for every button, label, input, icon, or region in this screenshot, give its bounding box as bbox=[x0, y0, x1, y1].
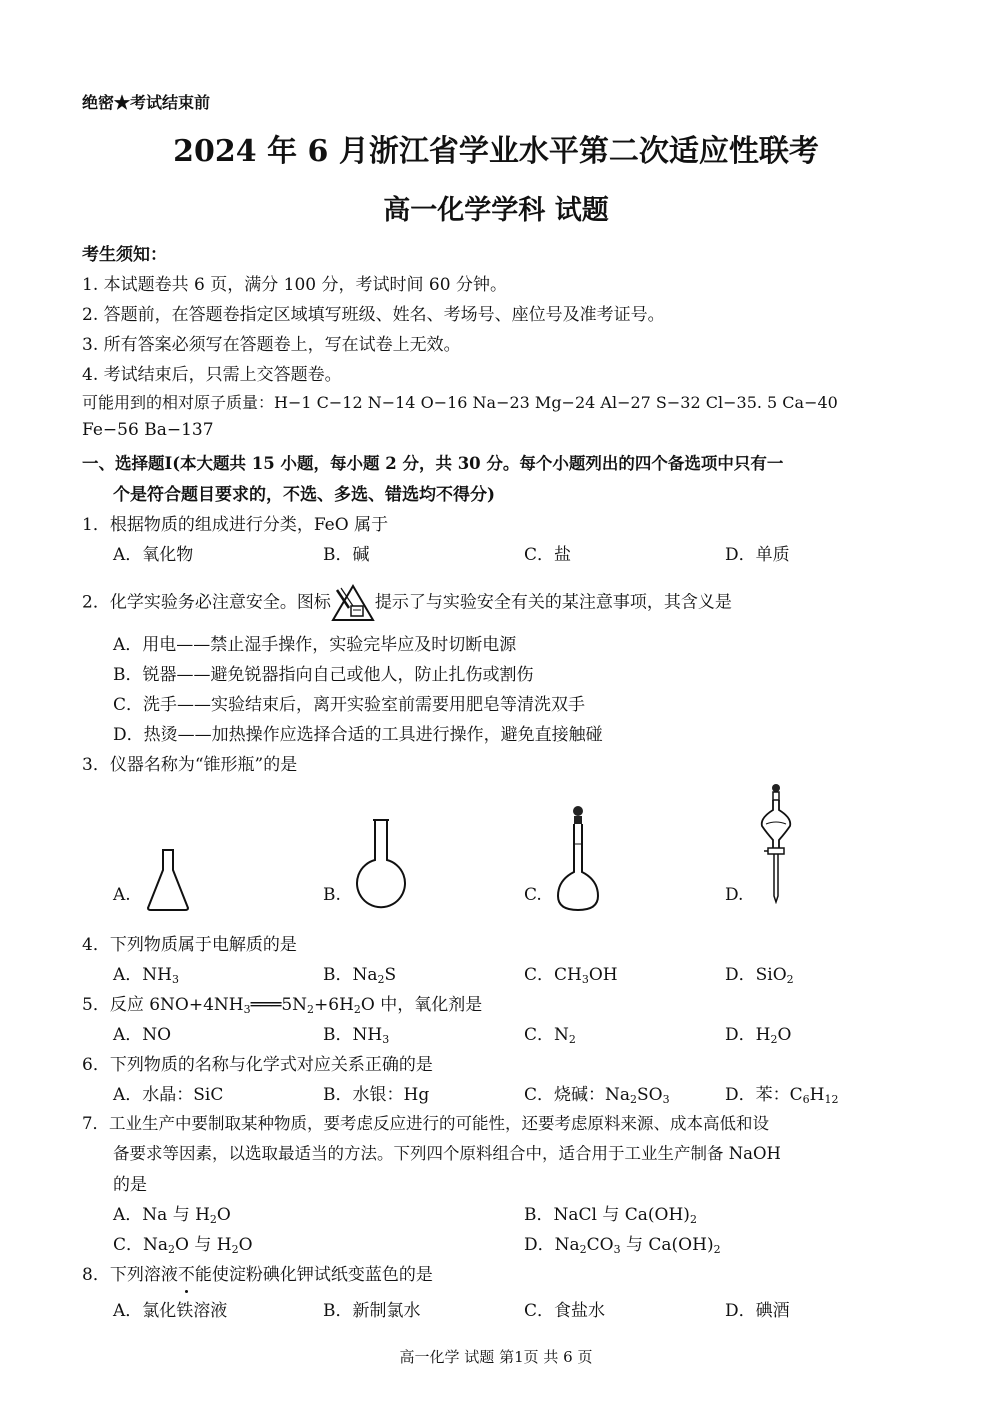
option-c: C．洗手——实验结束后，离开实验室前需要用肥皂等清洗双手 bbox=[113, 695, 586, 715]
option-b: B. bbox=[323, 885, 341, 905]
option-a: A．Na 与 $H_2O$ bbox=[113, 1205, 231, 1226]
notice-heading: 考生须知： bbox=[82, 245, 167, 265]
option-b: B．碱 bbox=[323, 545, 370, 565]
page-title: 2024 年 6 月浙江省学业水平第二次适应性联考 bbox=[173, 134, 819, 169]
question-stem bbox=[82, 584, 732, 622]
option-a: A．氯化铁溶液 bbox=[113, 1301, 228, 1321]
option-d: D．热烫——加热操作应选择合适的工具进行操作，避免直接触碰 bbox=[113, 725, 603, 745]
option-b: B．$Na_2S$ bbox=[323, 965, 397, 986]
page-subtitle: 高一化学学科 试题 bbox=[383, 195, 609, 226]
emphasis-word: 不 bbox=[178, 1260, 195, 1285]
option-a: A．氧化物 bbox=[113, 545, 194, 565]
question-stem-part: 提示了与实验安全有关的某注意事项，其含义是 bbox=[374, 592, 732, 613]
question-stem-cont: 的是 bbox=[113, 1175, 147, 1195]
page-footer: 高一化学 试题 第1页 共 6 页 bbox=[399, 1348, 593, 1366]
question-stem: 8．下列溶液不 能使淀粉碘化钾试纸变蓝色的是 bbox=[82, 1260, 433, 1285]
option-d: D．苯：$C_6H_{12}$ bbox=[725, 1085, 839, 1106]
option-a: A．用电——禁止湿手操作，实验完毕应及时切断电源 bbox=[113, 635, 517, 655]
option-d: D．碘酒 bbox=[725, 1301, 790, 1321]
question-stem-part: 2．化学实验务必注意安全。图标 bbox=[82, 592, 331, 613]
notice-item: 2. 答题前，在答题卷指定区域填写班级、姓名、考场号、座位号及准考证号。 bbox=[82, 305, 665, 325]
option-d: D．单质 bbox=[725, 545, 790, 565]
notice-item: 4. 考试结束后，只需上交答题卷。 bbox=[82, 365, 342, 385]
question-stem: 5．反应 $6NO+4NH_3═══5N_2+6H_2O$ 中，氧化剂是 bbox=[82, 995, 483, 1016]
conical-flask-icon bbox=[145, 848, 191, 912]
notice-item: 3. 所有答案必须写在答题卷上，写在试卷上无效。 bbox=[82, 335, 461, 355]
atomic-masses-line: Fe−56 Ba−137 bbox=[82, 420, 214, 440]
option-d: D．SiO$_2$ bbox=[725, 965, 794, 986]
option-c: C. bbox=[524, 885, 542, 905]
option-c: C．烧碱：$Na_2SO_3$ bbox=[524, 1085, 670, 1106]
option-d: D．$Na_2CO_3$ 与 $Ca(OH)_2$ bbox=[524, 1235, 721, 1256]
option-a: A．$NH_3$ bbox=[113, 965, 179, 986]
option-d: D．$H_2O$ bbox=[725, 1025, 792, 1046]
question-stem: 4．下列物质属于电解质的是 bbox=[82, 935, 297, 955]
confidential-label: 绝密★考试结束前 bbox=[82, 93, 211, 112]
separatory-funnel-icon bbox=[756, 782, 796, 904]
safety-sharp-object-icon bbox=[331, 584, 375, 622]
notice-item: 1. 本试题卷共 6 页，满分 100 分，考试时间 60 分钟。 bbox=[82, 275, 507, 295]
option-a: A. bbox=[113, 885, 131, 905]
option-c: C．$Na_2O$ 与 $H_2O$ bbox=[113, 1235, 253, 1256]
option-b: B．NaCl 与 $Ca(OH)_2$ bbox=[524, 1205, 697, 1226]
section-heading: 一、选择题Ⅰ(本大题共 15 小题，每小题 2 分，共 30 分。每个小题列出的四个备选项中只有一 bbox=[82, 454, 784, 473]
question-stem: 6．下列物质的名称与化学式对应关系正确的是 bbox=[82, 1055, 433, 1075]
option-c: C．食盐水 bbox=[524, 1301, 606, 1321]
option-c: C．盐 bbox=[524, 545, 572, 565]
section-heading-cont: 个是符合题目要求的，不选、多选、错选均不得分) bbox=[113, 485, 496, 505]
volumetric-flask-icon bbox=[555, 804, 601, 914]
option-a: A．NO bbox=[113, 1025, 172, 1045]
round-bottom-flask-icon bbox=[355, 818, 407, 910]
question-stem: 3．仪器名称为“锥形瓶”的是 bbox=[82, 755, 298, 775]
option-a: A．水晶：SiC bbox=[113, 1085, 224, 1105]
option-b: B．$NH_3$ bbox=[323, 1025, 390, 1046]
option-c: C．$CH_3OH$ bbox=[524, 965, 618, 986]
option-b: B．水银：Hg bbox=[323, 1085, 430, 1105]
question-stem: 7．工业生产中要制取某种物质，要考虑反应进行的可能性，还要考虑原料来源、成本高低和设 bbox=[82, 1114, 769, 1133]
atomic-masses-line: 可能用到的相对原子质量：H−1 C−12 N−14 O−16 Na−23 Mg−24 Al−27 S−32 Cl−35. 5 Ca−40 bbox=[82, 393, 838, 412]
option-d: D. bbox=[725, 885, 744, 905]
question-stem-cont: 备要求等因素，以选取最适当的方法。下列四个原料组合中，适合用于工业生产制备 NaOH bbox=[113, 1144, 781, 1163]
option-b: B．锐器——避免锐器指向自己或他人，防止扎伤或割伤 bbox=[113, 665, 534, 685]
question-stem: 1．根据物质的组成进行分类，FeO 属于 bbox=[82, 515, 389, 535]
option-c: C．$N_2$ bbox=[524, 1025, 576, 1046]
option-b: B．新制氯水 bbox=[323, 1301, 421, 1321]
